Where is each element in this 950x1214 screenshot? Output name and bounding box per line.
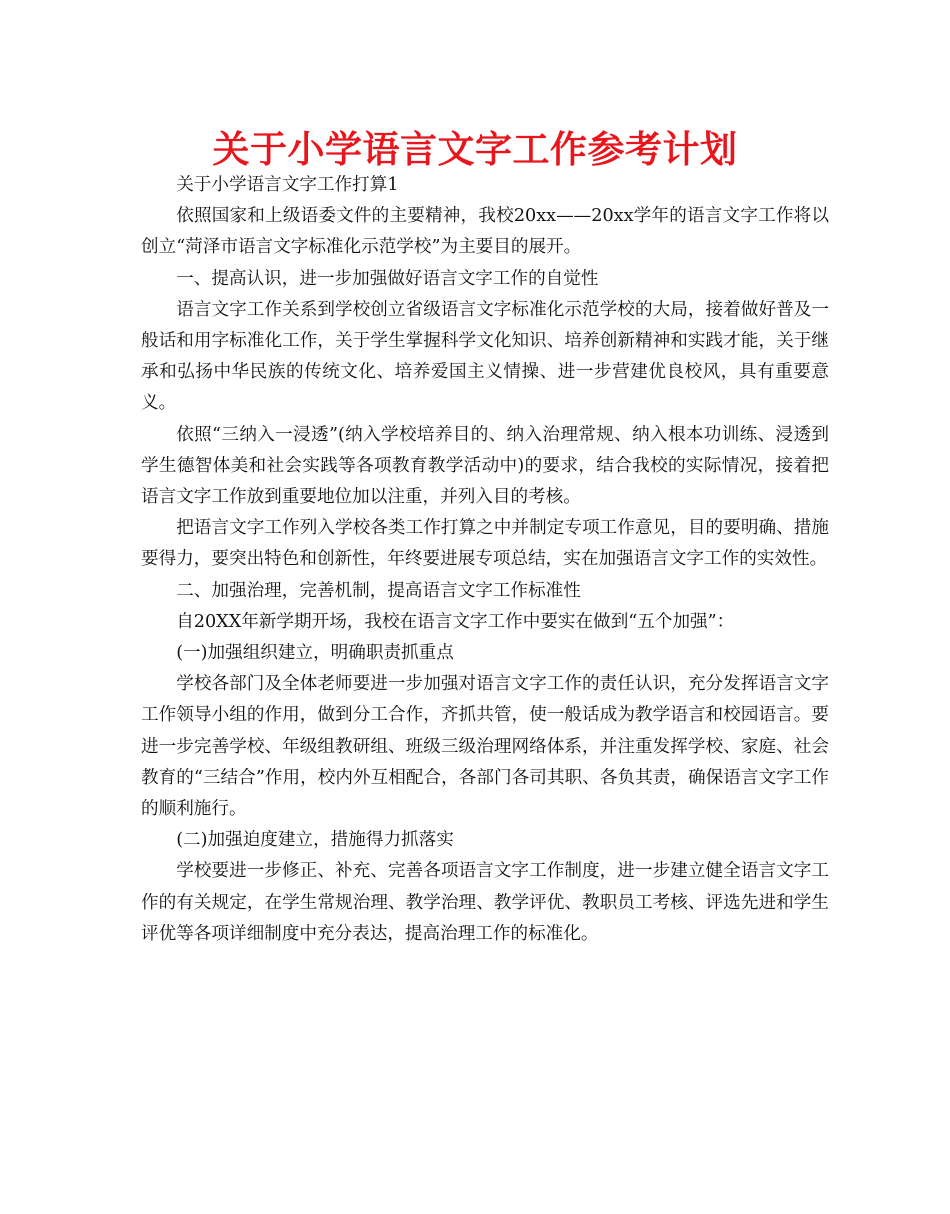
paragraph: 自20XX年新学期开场，我校在语言文字工作中要实在做到“五个加强”： <box>176 611 735 632</box>
paragraph: 把语言文字工作列入学校各类工作打算之中并制定专项工作意见，目的要明确、措施要得力，要突出特色和创新性，年终要进展专项总结，实在加强语言文字工作的实效性。 <box>141 518 829 570</box>
document-body <box>141 170 829 950</box>
document-title: 关于小学语言文字工作参考计划 <box>212 128 738 171</box>
paragraph-heading-plan-1: 关于小学语言文字工作打算1 <box>176 175 399 195</box>
paragraph: 学校各部门及全体老师要进一步加强对语言文字工作的责任认识，充分发挥语言文字工作领导小组的作用，做到分工合作，齐抓共管，使一般话成为教学语言和校园语言。要进一步完善学校、年级组教研组、班级三级治理网络体系，并注重发挥学校、家庭、社会教育的“三结合”作用，校内外互相配合，各部门各司其职、各负其责，确保语言文字工作的顺利施行。 <box>141 674 829 820</box>
subsection-heading-1: (一)加强组织建立，明确职责抓重点 <box>176 643 454 664</box>
paragraph: 学校要进一步修正、补充、完善各项语言文字工作制度，进一步建立健全语言文字工作的有关规定，在学生常规治理、教学治理、教学评优、教职员工考核、评选先进和学生评优等各项详细制度中充分表达，提高治理工作的标准化。 <box>141 861 829 944</box>
subsection-heading-2: (二)加强迫度建立，措施得力抓落实 <box>176 830 454 851</box>
section-heading-2: 二、加强治理，完善机制，提高语言文字工作标准性 <box>176 580 581 601</box>
section-heading-1: 一、提高认识，进一步加强做好语言文字工作的自觉性 <box>176 268 599 289</box>
paragraph: 依照“三纳入一浸透”(纳入学校培养目的、纳入治理常规、纳入根本功训练、浸透到学生德智体美和社会实践等各项教育教学活动中)的要求，结合我校的实际情况，接着把语言文字工作放到重要地位加以注重，并列入目的考核。 <box>141 424 829 508</box>
paragraph-intro: 依照国家和上级语委文件的主要精神，我校20xx——20xx学年的语言文字工作将以创立“菏泽市语言文字标准化示范学校”为主要目的展开。 <box>141 206 829 258</box>
paragraph: 语言文字工作关系到学校创立省级语言文字标准化示范学校的大局，接着做好普及一般话和用字标准化工作，关于学生掌握科学文化知识、培养创新精神和实践才能，关于继承和弘扬中华民族的传统文化、培养爱国主义情操、进一步营建优良校风，具有重要意义。 <box>141 299 829 414</box>
